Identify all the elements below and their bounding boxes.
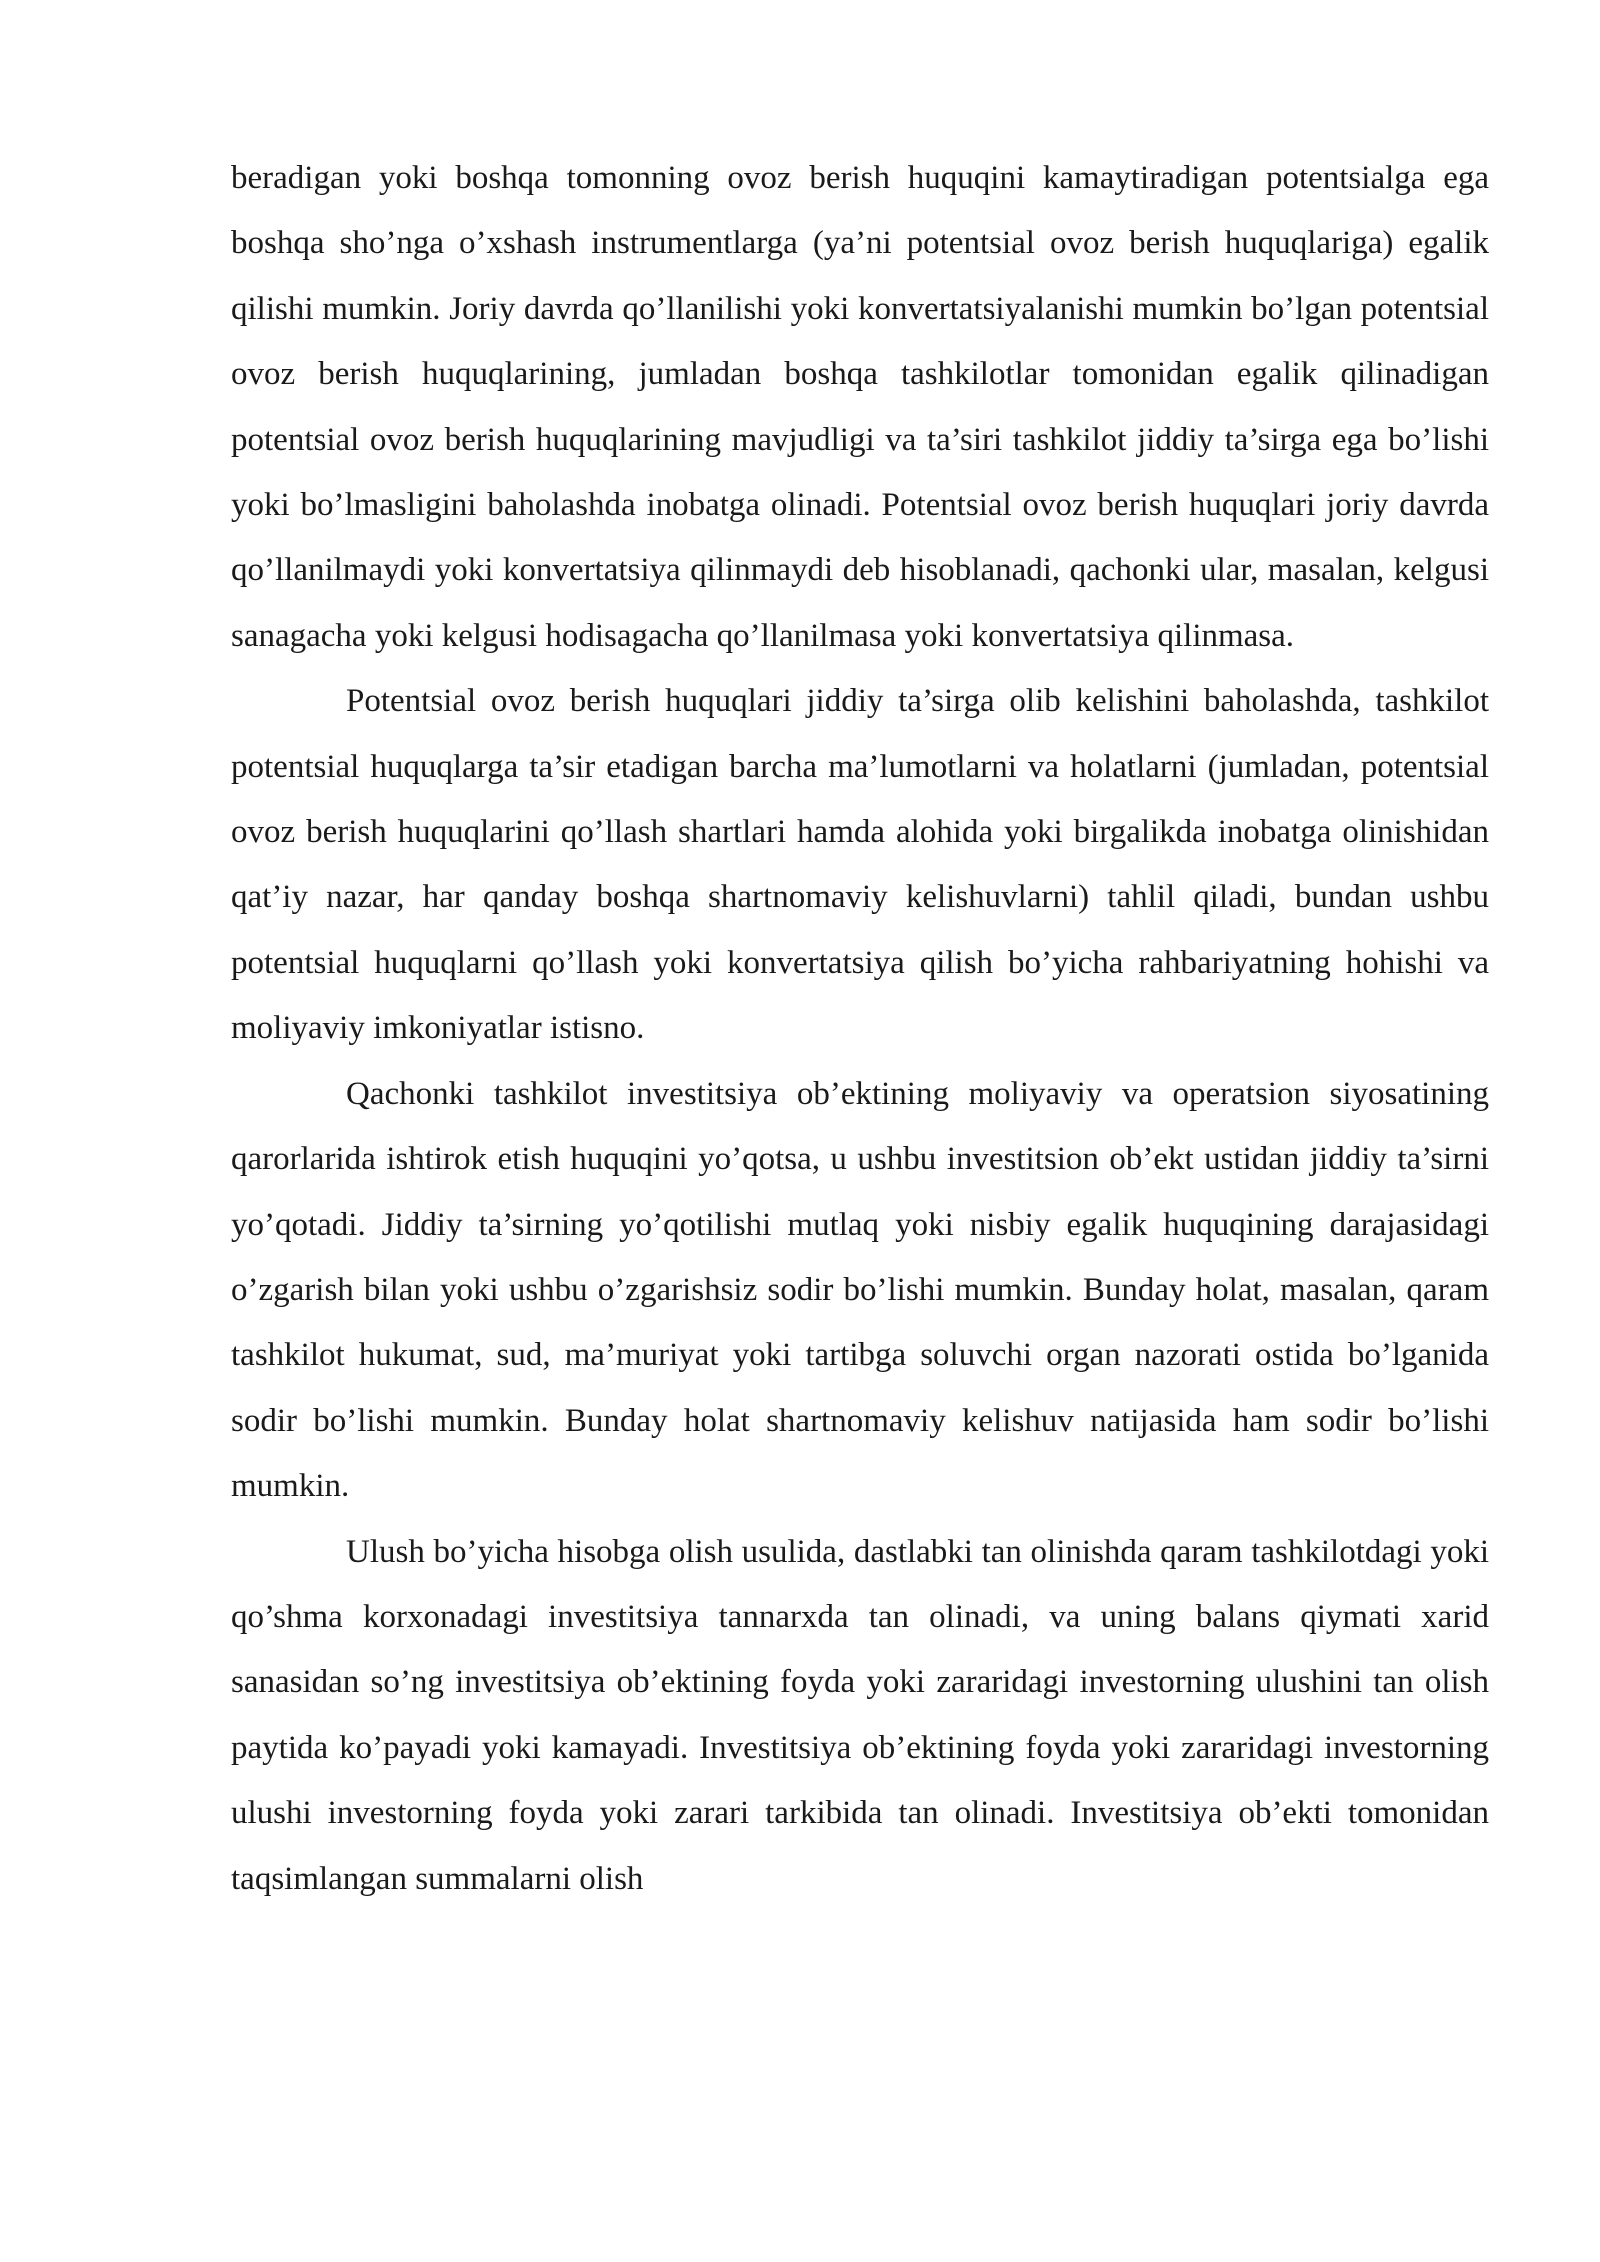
paragraph-1: beradigan yoki boshqa tomonning ovoz berish huquqini kamaytiradigan potentsialga ega boshqa sho’nga o’xshash instrumentlarga (ya’ni potentsial ovoz berish huquqlariga) egalik qilishi mumkin. Joriy davrda qo’llanilishi yoki konvertatsiyalanishi mumkin bo’lgan potentsial ovoz berish huquqlarining, jumladan boshqa tashkilotlar tomonidan egalik qilinadigan potentsial ovoz berish huquqlarining mavjudligi va ta’siri tashkilot jiddiy ta’sirga ega bo’lishi yoki bo’lmasligini baholashda inobatga olinadi. Potentsial ovoz berish huquqlari joriy davrda qo’llanilmaydi yoki konvertatsiya qilinmaydi deb hisoblanadi, qachonki ular, masalan, kelgusi sanagacha yoki kelgusi hodisagacha qo’llanilmasa yoki konvertatsiya qilinmasa. [231, 160, 1489, 654]
paragraph-3: Qachonki tashkilot investitsiya ob’ektining moliyaviy va operatsion siyosatining qarorlarida ishtirok etish huquqini yo’qotsa, u ushbu investitsion ob’ekt ustidan jiddiy ta’sirni yo’qotadi. Jiddiy ta’sirning yo’qotilishi mutlaq yoki nisbiy egalik huquqining darajasidagi o’zgarish bilan yoki ushbu o’zgarishsiz sodir bo’lishi mumkin. Bunday holat, masalan, qaram tashkilot hukumat, sud, ma’muriyat yoki tartibga soluvchi organ nazorati ostida bo’lganida sodir bo’lishi mumkin. Bunday holat shartnomaviy kelishuv natijasida ham sodir bo’lishi mumkin. [231, 1075, 1489, 1505]
paragraph-2: Potentsial ovoz berish huquqlari jiddiy ta’sirga olib kelishini baholashda, tashkilot potentsial huquqlarga ta’sir etadigan barcha ma’lumotlarni va holatlarni (jumladan, potentsial ovoz berish huquqlarini qo’llash shartlari hamda alohida yoki birgalikda inobatga olinishidan qat’iy nazar, har qanday boshqa shartnomaviy kelishuvlarni) tahlil qiladi, bundan ushbu potentsial huquqlarni qo’llash yoki konvertatsiya qilish bo’yicha rahbariyatning hohishi va moliyaviy imkoniyatlar istisno. [231, 683, 1489, 1047]
document-page [231, 146, 1489, 1912]
paragraph-4: Ulush bo’yicha hisobga olish usulida, dastlabki tan olinishda qaram tashkilotdagi yoki qo’shma korxonadagi investitsiya tannarxda tan olinadi, va uning balans qiymati xarid sanasidan so’ng investitsiya ob’ektining foyda yoki zararidagi investorning ulushini tan olish paytida ko’payadi yoki kamayadi. Investitsiya ob’ektining foyda yoki zararidagi investorning ulushi investorning foyda yoki zarari tarkibida tan olinadi. Investitsiya ob’ekti tomonidan taqsimlangan summalarni olish [231, 1533, 1489, 1897]
